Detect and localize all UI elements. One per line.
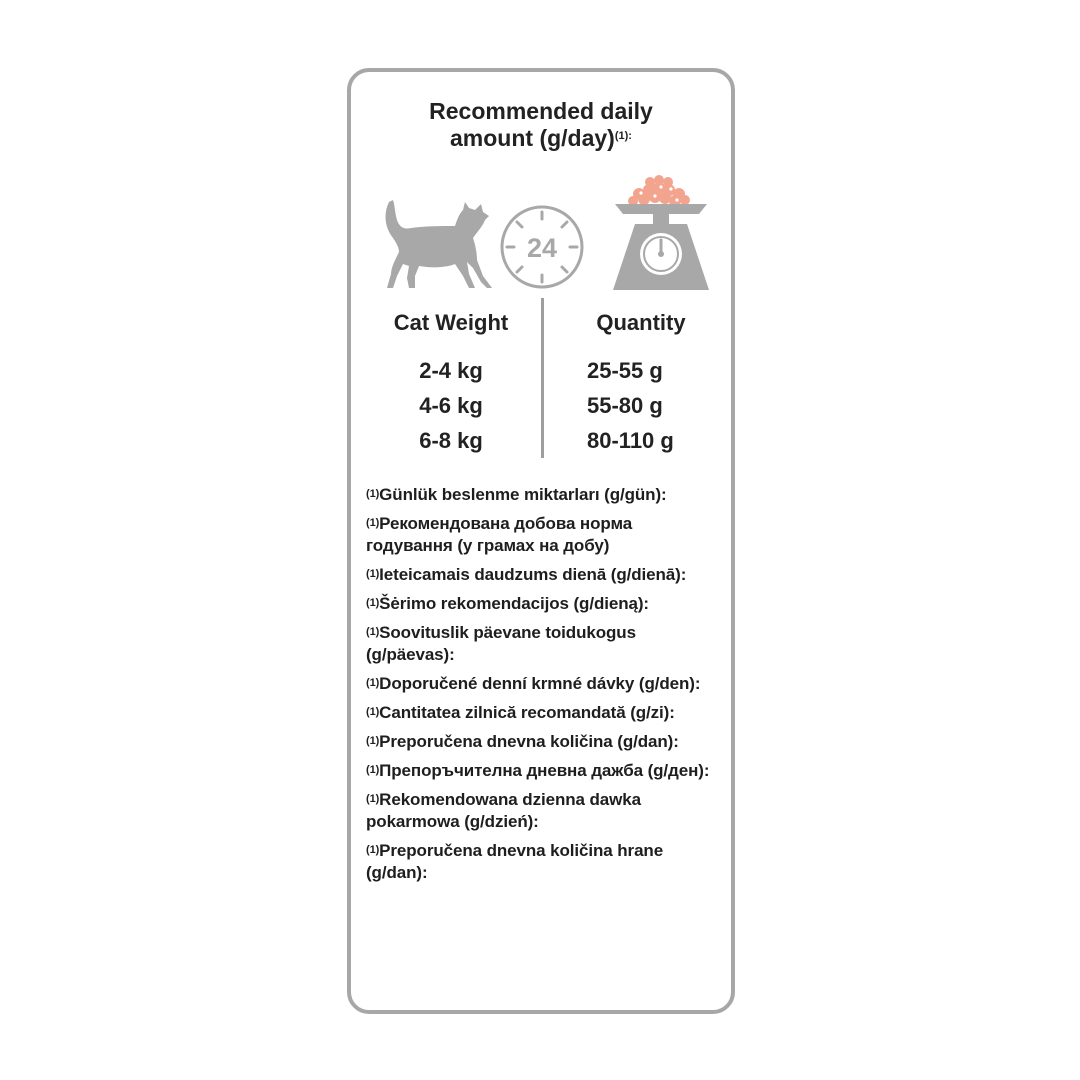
note-text: Рекомендована добова норма годування (у грамах на добу) (366, 514, 633, 555)
note-item (366, 513, 721, 557)
note-mark: (1) (366, 735, 380, 747)
note-text: Cantitatea zilnică recomandată (g/zi): (379, 703, 675, 722)
feeding-guide-card (347, 68, 735, 1014)
note-text: Preporučena dnevna količina (g/dan): (379, 732, 679, 751)
note-mark: (1) (366, 488, 380, 500)
title-footnote-mark: (1): (614, 130, 632, 142)
note-item (366, 593, 721, 615)
note-mark: (1) (366, 844, 380, 856)
note-text: Soovituslik päevane toidukogus (g/päevas): (366, 623, 636, 664)
row-quantity: 25-55 g (587, 358, 663, 383)
header-quantity: Quantity (596, 310, 686, 335)
guide-title (351, 98, 731, 152)
cat-silhouette-icon (369, 192, 494, 292)
title-line-1: Recommended daily (429, 98, 653, 124)
note-mark: (1) (366, 626, 380, 638)
row-weight: 2-4 kg (419, 358, 483, 383)
note-mark: (1) (366, 764, 380, 776)
note-item (366, 840, 721, 884)
row-quantity: 55-80 g (587, 393, 663, 418)
translation-notes (366, 484, 721, 891)
note-item (366, 564, 721, 586)
note-item (366, 702, 721, 724)
column-divider (541, 298, 544, 458)
note-mark: (1) (366, 568, 380, 580)
note-mark: (1) (366, 706, 380, 718)
note-mark: (1) (366, 517, 380, 529)
clock-24h-icon (499, 204, 585, 290)
header-cat-weight: Cat Weight (393, 310, 509, 335)
note-mark: (1) (366, 793, 380, 805)
note-text: Doporučené denní krmné dávky (g/den): (379, 674, 701, 693)
note-item (366, 789, 721, 833)
row-weight: 4-6 kg (419, 393, 483, 418)
note-item (366, 622, 721, 666)
note-item (366, 484, 721, 506)
note-text: Препоръчителна дневна дажба (g/ден): (379, 761, 710, 780)
row-quantity: 80-110 g (587, 428, 674, 453)
note-mark: (1) (366, 597, 380, 609)
note-text: Ieteicamais daudzums dienā (g/dienā): (379, 565, 687, 584)
note-item (366, 760, 721, 782)
note-item (366, 731, 721, 753)
note-mark: (1) (366, 677, 380, 689)
food-scale-icon (609, 174, 713, 292)
note-text: Rekomendowana dzienna dawka pokarmowa (g/dzień): (366, 790, 641, 831)
note-text: Šėrimo rekomendacijos (g/dieną): (379, 594, 649, 613)
row-weight: 6-8 kg (419, 428, 483, 453)
clock-label: 24 (526, 233, 558, 263)
note-text: Preporučena dnevna količina hrane (g/dan): (366, 841, 664, 882)
note-text: Günlük beslenme miktarları (g/gün): (379, 485, 667, 504)
title-line-2: amount (g/day) (450, 125, 615, 151)
note-item (366, 673, 721, 695)
